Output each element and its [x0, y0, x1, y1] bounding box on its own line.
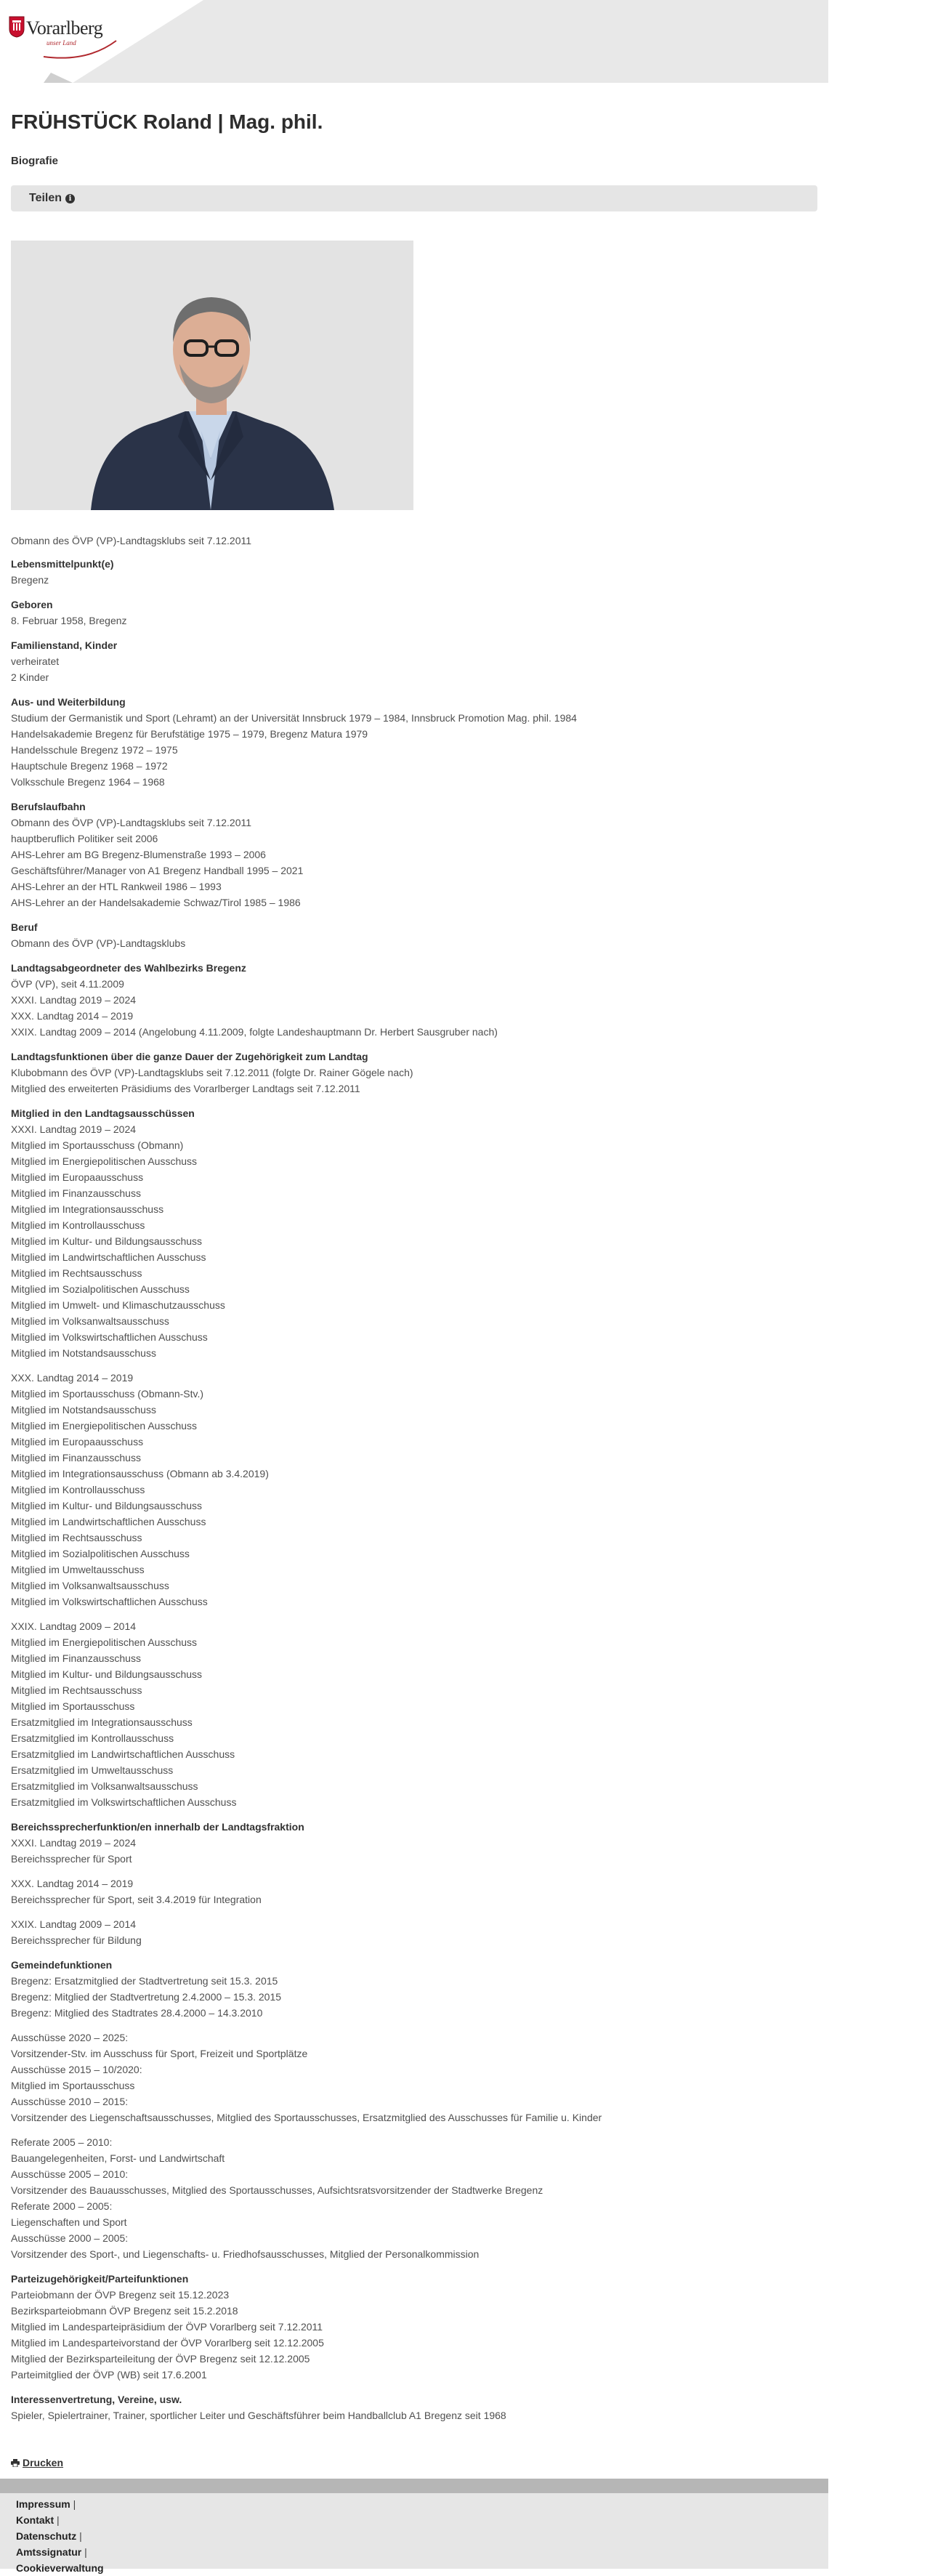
- portrait-image: [11, 241, 413, 510]
- footer-separator: |: [76, 2530, 82, 2542]
- bio-line: Mitglied im Europaausschuss: [11, 1436, 144, 1448]
- block-gap: [11, 1907, 817, 1916]
- bio-line: Mitglied im Volkswirtschaftlichen Ausschuss: [11, 1596, 208, 1607]
- bio-line: Obmann des ÖVP (VP)-Landtagsklubs: [11, 937, 186, 949]
- bio-line: AHS-Lehrer an der HTL Rankweil 1986 – 1993: [11, 881, 222, 892]
- bio-line: Mitglied im Notstandsausschuss: [11, 1404, 156, 1416]
- bio-line: Vorsitzender des Sport-, und Liegenschafts- u. Friedhofsausschusses, Mitglied der Personalkommission: [11, 2248, 480, 2260]
- bio-section: [11, 2271, 817, 2383]
- bio-line: Mitglied im Integrationsausschuss (Obmann ab 3.4.2019): [11, 1468, 269, 1479]
- bio-section-title: Geboren: [11, 599, 53, 610]
- bio-line: 8. Februar 1958, Bregenz: [11, 615, 127, 626]
- bio-line: Referate 2005 – 2010:: [11, 2136, 113, 2148]
- footer-link-row: [16, 2512, 828, 2528]
- bio-line: Bregenz: [11, 574, 49, 586]
- bio-line: Mitglied im Volksanwaltsausschuss: [11, 1580, 169, 1591]
- footer-link-datenschutz[interactable]: Datenschutz: [16, 2530, 77, 2542]
- bio-line: Hauptschule Bregenz 1968 – 1972: [11, 760, 168, 772]
- bio-section-title: Interessenvertretung, Vereine, usw.: [11, 2394, 182, 2405]
- bio-line: Mitglied im Kultur- und Bildungsausschuss: [11, 1668, 203, 1680]
- bio-line: Mitglied im Energiepolitischen Ausschuss: [11, 1636, 198, 1648]
- footer-separator: |: [81, 2546, 87, 2558]
- bio-line: ÖVP (VP), seit 4.11.2009: [11, 978, 124, 990]
- bio-section: [11, 1049, 817, 1097]
- footer-links: [0, 2493, 828, 2576]
- bio-line: Mitglied des erweiterten Präsidiums des Vorarlberger Landtags seit 7.12.2011: [11, 1083, 360, 1094]
- bio-line: Ersatzmitglied im Integrationsausschuss: [11, 1716, 193, 1728]
- bio-section: [11, 556, 817, 588]
- bio-line: Mitglied im Rechtsausschuss: [11, 1684, 142, 1696]
- bio-line: Spieler, Spielertrainer, Trainer, sportlicher Leiter und Geschäftsführer beim Handballclub A1 Bregenz seit 1968: [11, 2410, 506, 2421]
- footer-separator: |: [54, 2514, 60, 2526]
- bio-line: Liegenschaften und Sport: [11, 2216, 127, 2228]
- bio-line: Ersatzmitglied im Umweltausschuss: [11, 1764, 174, 1776]
- portrait-photo: [11, 241, 413, 510]
- block-gap: [11, 2125, 817, 2134]
- bio-section-title: Landtagsabgeordneter des Wahlbezirks Bregenz: [11, 962, 246, 974]
- bio-line: Mitglied im Finanzausschuss: [11, 1652, 141, 1664]
- bio-line: XXX. Landtag 2014 – 2019: [11, 1372, 134, 1384]
- bio-section-title: Mitglied in den Landtagsausschüssen: [11, 1107, 195, 1119]
- bio-line: XXIX. Landtag 2009 – 2014 (Angelobung 4.11.2009, folgte Landeshauptmann Dr. Herbert Sausgruber nach): [11, 1026, 498, 1038]
- bio-line: Mitglied im Finanzausschuss: [11, 1452, 141, 1463]
- share-label: Teilen: [29, 192, 62, 204]
- bio-line: Mitglied der Bezirksparteileitung der ÖVP Bregenz seit 12.12.2005: [11, 2353, 310, 2365]
- footer-link-row: [16, 2560, 828, 2576]
- print-link[interactable]: [11, 2457, 817, 2468]
- bio-line: Vorsitzender des Liegenschaftsausschusses, Mitglied des Sportausschusses, Ersatzmitglied des Ausschusses für Familie u. Kinder: [11, 2112, 602, 2123]
- printer-icon: [11, 2459, 20, 2467]
- bio-line: Mitglied im Sozialpolitischen Ausschuss: [11, 1548, 190, 1559]
- bio-section: [11, 1957, 817, 2262]
- bio-line: XXXI. Landtag 2019 – 2024: [11, 1123, 137, 1135]
- bio-section: [11, 1105, 817, 1810]
- bio-section-title: Parteizugehörigkeit/Parteifunktionen: [11, 2273, 189, 2285]
- bio-line: Mitglied im Volksanwaltsausschuss: [11, 1315, 169, 1327]
- bio-section-title: Landtagsfunktionen über die ganze Dauer der Zugehörigkeit zum Landtag: [11, 1051, 368, 1062]
- logo-subtext: unser Land: [46, 39, 76, 47]
- bio-section: [11, 637, 817, 685]
- footer-link-kontakt[interactable]: Kontakt: [16, 2514, 54, 2526]
- bio-line: Mitglied im Europaausschuss: [11, 1171, 144, 1183]
- bio-line: Klubobmann des ÖVP (VP)-Landtagsklubs seit 7.12.2011 (folgte Dr. Rainer Gögele nach): [11, 1067, 413, 1078]
- bio-line: Mitglied im Sozialpolitischen Ausschuss: [11, 1283, 190, 1295]
- bio-line: Mitglied im Energiepolitischen Ausschuss: [11, 1155, 198, 1167]
- bio-line: Ausschüsse 2005 – 2010:: [11, 2168, 129, 2180]
- bio-line: Studium der Germanistik und Sport (Lehramt) an der Universität Innsbruck 1979 – 1984, Innsbruck Promotion Mag. phil. 1984: [11, 712, 577, 724]
- page-subtitle: Biografie: [11, 155, 59, 167]
- print-label: Drucken: [23, 2457, 64, 2468]
- bio-line: Mitglied im Rechtsausschuss: [11, 1532, 142, 1543]
- bio-line: Mitglied im Volkswirtschaftlichen Ausschuss: [11, 1331, 208, 1343]
- bio-line: Mitglied im Landwirtschaftlichen Ausschuss: [11, 1251, 206, 1263]
- bio-section: [11, 919, 817, 951]
- block-gap: [11, 1610, 817, 1618]
- block-gap: [11, 1361, 817, 1370]
- bio-section: [11, 694, 817, 790]
- bio-section: [11, 960, 817, 1040]
- bio-line: Ausschüsse 2020 – 2025:: [11, 2032, 129, 2043]
- block-gap: [11, 2021, 817, 2030]
- bio-line: Vorsitzender des Bauausschusses, Mitglied des Sportausschusses, Aufsichtsratsvorsitzender der Stadtwerke Bregenz: [11, 2184, 543, 2196]
- bio-line: Ersatzmitglied im Kontrollausschuss: [11, 1732, 174, 1744]
- bio-line: Mitglied im Energiepolitischen Ausschuss: [11, 1420, 198, 1432]
- bio-line: Referate 2000 – 2005:: [11, 2200, 113, 2212]
- bio-line: Ersatzmitglied im Volksanwaltsausschuss: [11, 1780, 198, 1792]
- bio-line: Handelsschule Bregenz 1972 – 1975: [11, 744, 178, 756]
- main-content: [0, 100, 828, 2468]
- footer-link-row: [16, 2544, 828, 2560]
- site-footer: [0, 2479, 828, 2574]
- bio-line: Bregenz: Ersatzmitglied der Stadtvertretung seit 15.3. 2015: [11, 1975, 278, 1987]
- bio-line: Mitglied im Notstandsausschuss: [11, 1347, 156, 1359]
- bio-section-title: Familienstand, Kinder: [11, 639, 118, 651]
- footer-link-cookieverwaltung[interactable]: Cookieverwaltung: [16, 2562, 104, 2574]
- share-button[interactable]: [29, 192, 75, 205]
- bio-line: Obmann des ÖVP (VP)-Landtagsklubs seit 7.12.2011: [11, 817, 252, 828]
- bio-line: AHS-Lehrer am BG Bregenz-Blumenstraße 1993 – 2006: [11, 849, 266, 860]
- biography: [11, 533, 817, 2423]
- bio-line: Mitglied im Sportausschuss (Obmann): [11, 1139, 184, 1151]
- bio-line: Bereichssprecher für Sport, seit 3.4.2019 für Integration: [11, 1894, 262, 1905]
- footer-link-impressum[interactable]: Impressum: [16, 2498, 70, 2510]
- bio-line: XXXI. Landtag 2019 – 2024: [11, 994, 137, 1006]
- bio-line: Mitglied im Integrationsausschuss: [11, 1203, 164, 1215]
- coat-of-arms-icon: [9, 16, 25, 38]
- bio-line: Mitglied im Landesparteipräsidium der ÖVP Vorarlberg seit 7.12.2011: [11, 2321, 323, 2333]
- bio-section: [11, 799, 817, 911]
- bio-section-title: Bereichssprecherfunktion/en innerhalb der Landtagsfraktion: [11, 1821, 304, 1833]
- bio-line: 2 Kinder: [11, 671, 49, 683]
- bio-line: hauptberuflich Politiker seit 2006: [11, 833, 158, 844]
- block-gap: [11, 1867, 817, 1876]
- bio-line: Geschäftsführer/Manager von A1 Bregenz Handball 1995 – 2021: [11, 865, 304, 876]
- bio-line: Parteimitglied der ÖVP (WB) seit 17.6.2001: [11, 2369, 207, 2381]
- bio-intro: Obmann des ÖVP (VP)-Landtagsklubs seit 7.12.2011: [11, 535, 252, 546]
- bio-line: AHS-Lehrer an der Handelsakademie Schwaz/Tirol 1985 – 1986: [11, 897, 301, 908]
- bio-line: Handelsakademie Bregenz für Berufstätige 1975 – 1979, Bregenz Matura 1979: [11, 728, 368, 740]
- bio-line: Mitglied im Finanzausschuss: [11, 1187, 141, 1199]
- bio-line: Parteiobmann der ÖVP Bregenz seit 15.12.2023: [11, 2289, 230, 2301]
- bio-line: Volksschule Bregenz 1964 – 1968: [11, 776, 165, 788]
- bio-line: Ersatzmitglied im Volkswirtschaftlichen Ausschuss: [11, 1796, 237, 1808]
- bio-line: Mitglied im Landesparteivorstand der ÖVP Vorarlberg seit 12.12.2005: [11, 2337, 324, 2349]
- bio-section: [11, 2391, 817, 2423]
- footer-link-row: [16, 2528, 828, 2544]
- bio-section: [11, 597, 817, 629]
- bio-line: Mitglied im Rechtsausschuss: [11, 1267, 142, 1279]
- bio-section-title: Berufslaufbahn: [11, 801, 86, 812]
- bio-line: Mitglied im Landwirtschaftlichen Ausschuss: [11, 1516, 206, 1527]
- logo-link[interactable]: [9, 13, 125, 57]
- bio-section: [11, 1819, 817, 1948]
- bio-line: Bereichssprecher für Sport: [11, 1853, 132, 1865]
- bio-line: XXX. Landtag 2014 – 2019: [11, 1878, 134, 1889]
- bio-line: Mitglied im Kultur- und Bildungsausschuss: [11, 1235, 203, 1247]
- footer-link-row: [16, 2496, 828, 2512]
- bio-line: XXIX. Landtag 2009 – 2014: [11, 1918, 137, 1930]
- bio-line: Mitglied im Umwelt- und Klimaschutzausschuss: [11, 1299, 225, 1311]
- bio-line: Mitglied im Sportausschuss: [11, 1700, 135, 1712]
- bio-line: Mitglied im Kontrollausschuss: [11, 1484, 145, 1495]
- bio-line: Bregenz: Mitglied der Stadtvertretung 2.4.2000 – 15.3. 2015: [11, 1991, 282, 2003]
- bio-line: Ausschüsse 2010 – 2015:: [11, 2096, 129, 2107]
- bio-line: Mitglied im Sportausschuss: [11, 2080, 135, 2091]
- bio-line: Mitglied im Umweltausschuss: [11, 1564, 145, 1575]
- info-icon: i: [65, 194, 75, 203]
- page-title: FRÜHSTÜCK Roland | Mag. phil.: [11, 110, 323, 133]
- bio-line: Ausschüsse 2015 – 10/2020:: [11, 2064, 142, 2075]
- bio-line: Bereichssprecher für Bildung: [11, 1934, 142, 1946]
- bio-line: verheiratet: [11, 655, 60, 667]
- bio-line: XXIX. Landtag 2009 – 2014: [11, 1620, 137, 1632]
- site-header: [0, 0, 828, 83]
- bio-line: Mitglied im Kultur- und Bildungsausschuss: [11, 1500, 203, 1511]
- share-bar: [11, 185, 817, 211]
- bio-sections: [11, 556, 817, 2423]
- bio-section-title: Lebensmittelpunkt(e): [11, 558, 114, 570]
- bio-section-title: Gemeindefunktionen: [11, 1959, 113, 1971]
- logo-text: Vorarlberg: [26, 17, 103, 39]
- footer-bar: [0, 2479, 828, 2493]
- bio-line: Bregenz: Mitglied des Stadtrates 28.4.2000 – 14.3.2010: [11, 2007, 263, 2019]
- bio-line: Vorsitzender-Stv. im Ausschuss für Sport, Freizeit und Sportplätze: [11, 2048, 308, 2059]
- bio-line: XXX. Landtag 2014 – 2019: [11, 1010, 134, 1022]
- bio-line: Mitglied im Kontrollausschuss: [11, 1219, 145, 1231]
- bio-section-title: Beruf: [11, 921, 38, 933]
- bio-line: Mitglied im Sportausschuss (Obmann-Stv.): [11, 1388, 204, 1400]
- bio-section-title: Aus- und Weiterbildung: [11, 696, 126, 708]
- bio-line: XXXI. Landtag 2019 – 2024: [11, 1837, 137, 1849]
- footer-separator: |: [70, 2498, 76, 2510]
- bio-line: Bauangelegenheiten, Forst- und Landwirtschaft: [11, 2152, 225, 2164]
- bio-line: Ausschüsse 2000 – 2005:: [11, 2232, 129, 2244]
- bio-line: Ersatzmitglied im Landwirtschaftlichen Ausschuss: [11, 1748, 235, 1760]
- bio-line: Bezirksparteiobmann ÖVP Bregenz seit 15.2.2018: [11, 2305, 238, 2317]
- footer-link-amtssignatur[interactable]: Amtssignatur: [16, 2546, 82, 2558]
